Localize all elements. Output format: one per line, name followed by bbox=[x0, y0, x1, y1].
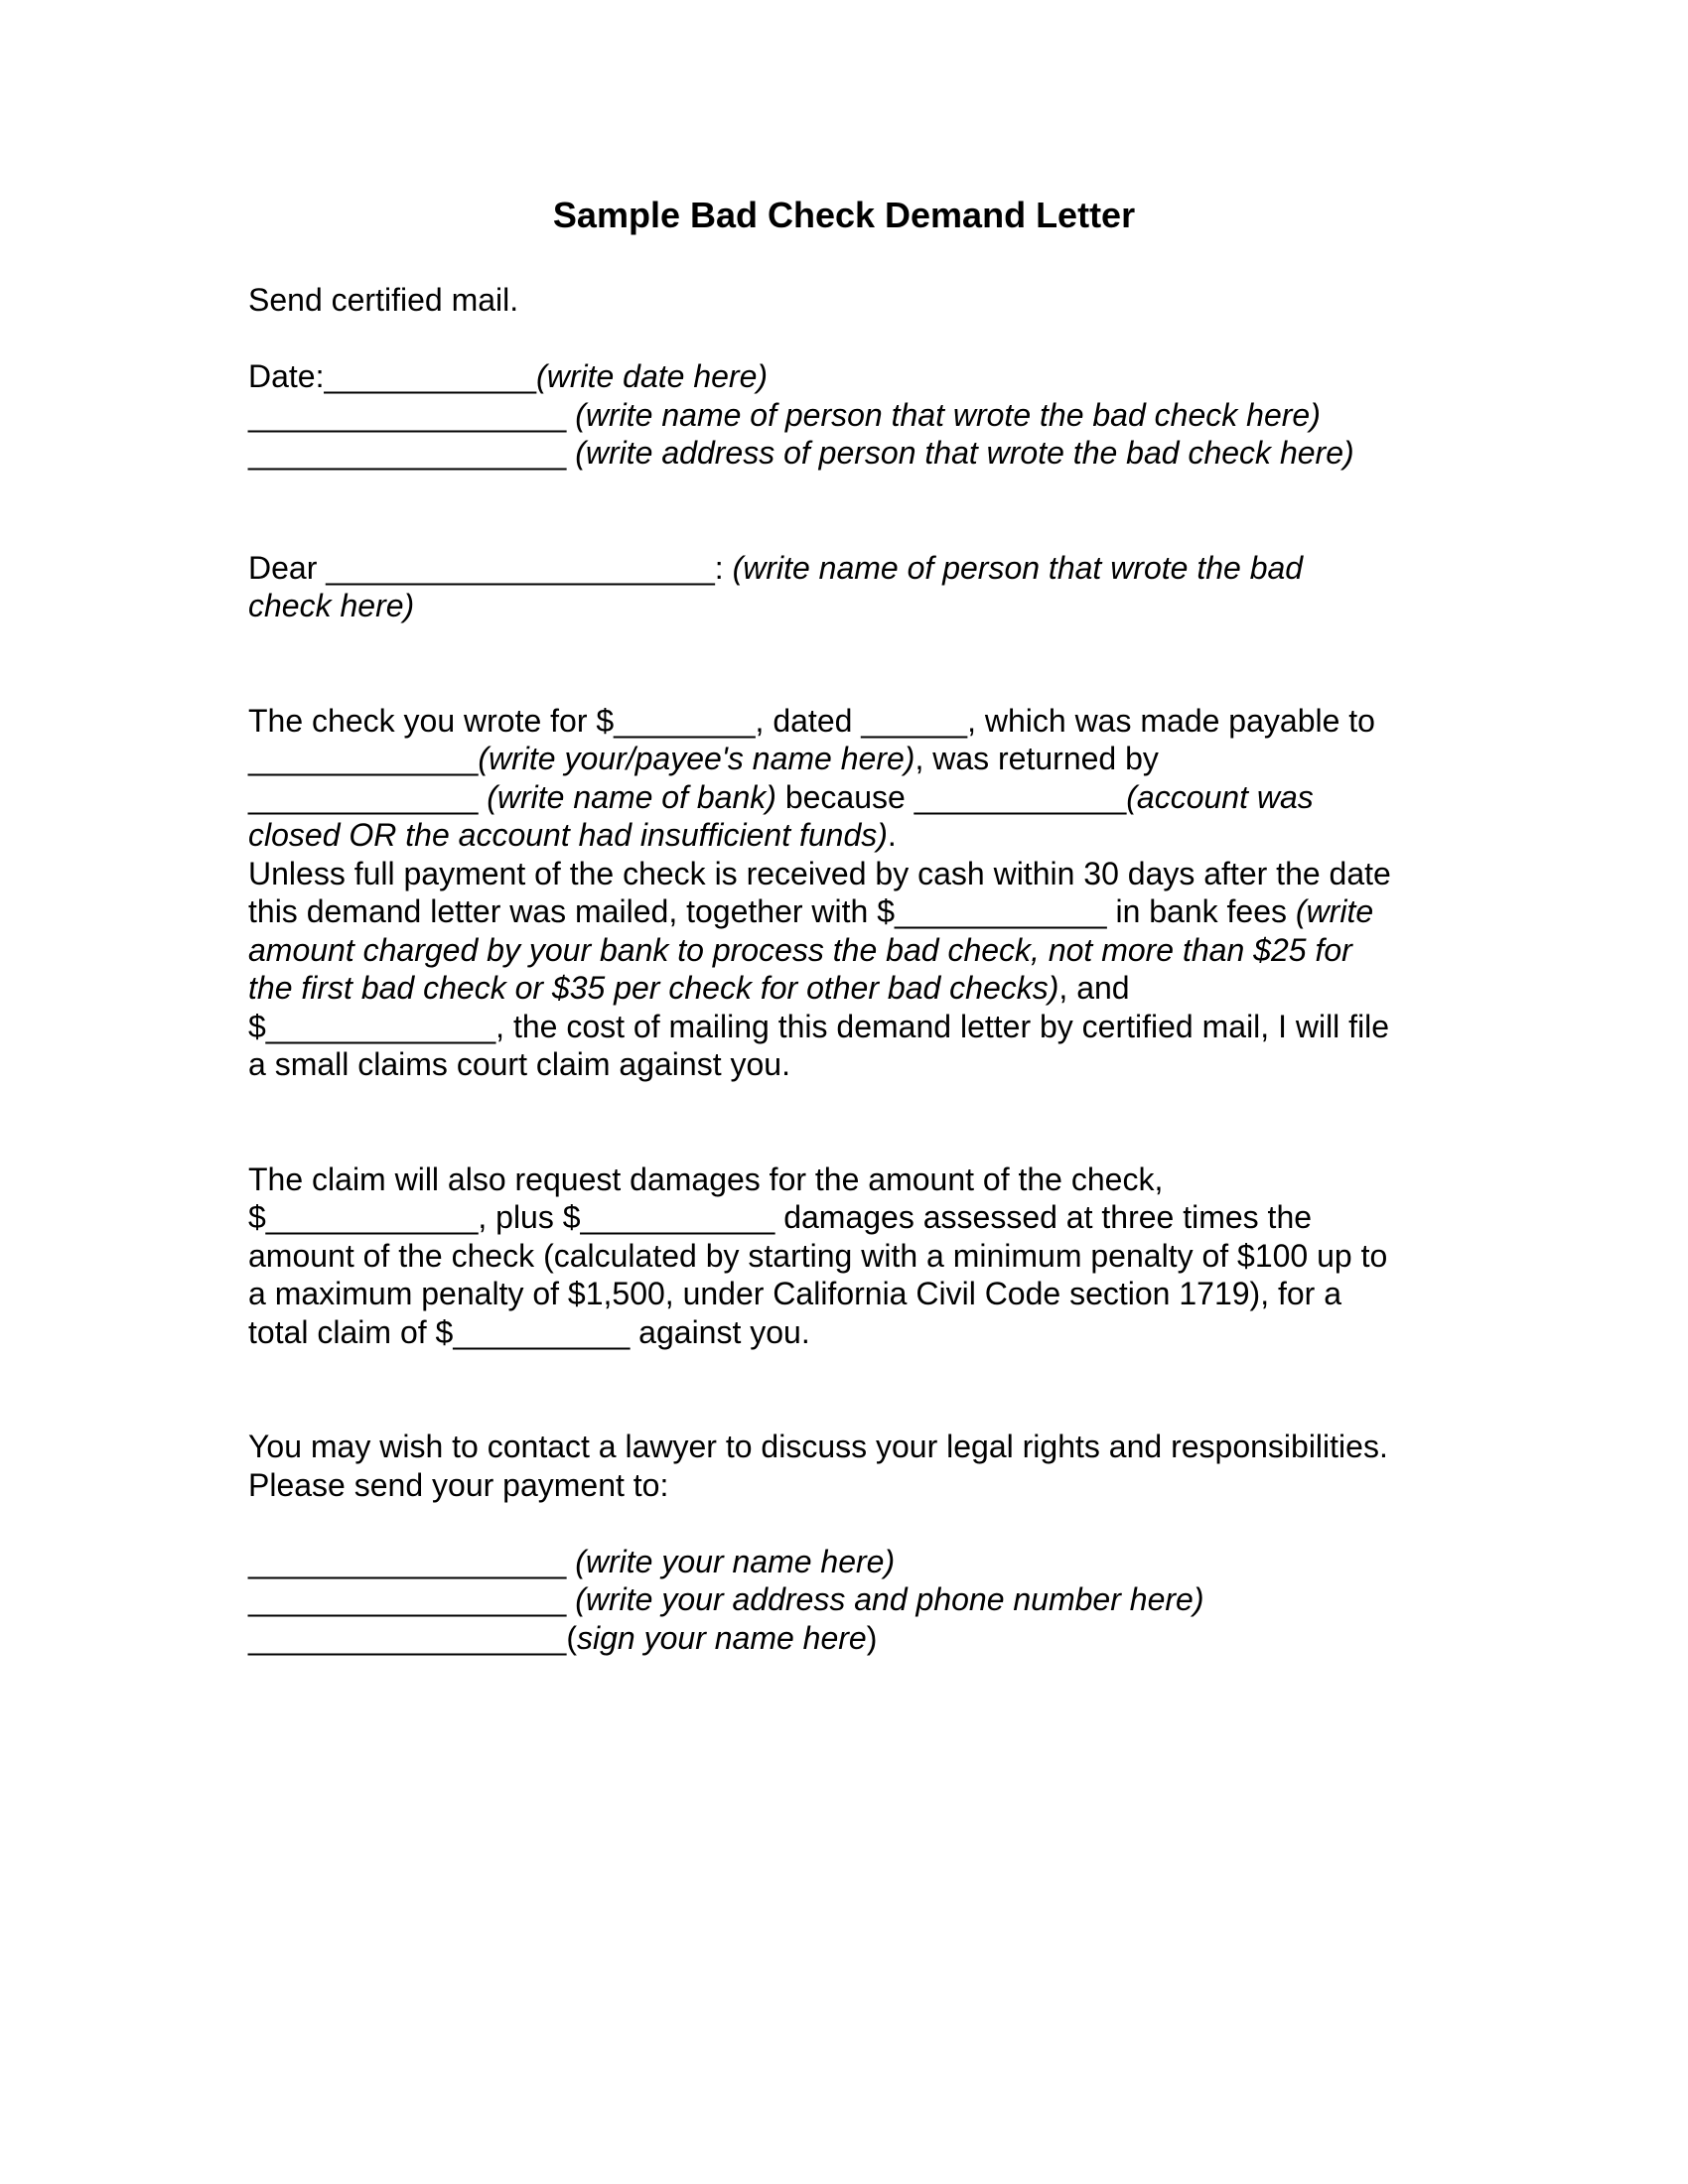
sender-name-line bbox=[248, 1543, 1470, 1581]
sender-address-line bbox=[248, 1580, 1470, 1619]
salutation-hint-1: (write name of person that wrote the bad bbox=[732, 549, 1304, 586]
p2-line-3: amount of the check (calculated by starting with a minimum penalty of $100 up to bbox=[248, 1237, 1388, 1274]
p1-line-3 bbox=[248, 778, 1470, 817]
date-label: Date:____________ bbox=[248, 358, 537, 394]
bank-fees-hint-mid: amount charged by your bank to process the bad check, not more than $25 for bbox=[248, 931, 1352, 968]
payee-hint: (write your/payee's name here) bbox=[478, 741, 915, 776]
p2-line-4: a maximum penalty of $1,500, under California Civil Code section 1719), for a bbox=[248, 1276, 1342, 1311]
period: . bbox=[887, 817, 897, 853]
recipient-name-line bbox=[248, 396, 1470, 435]
sender-name-hint: (write your name here) bbox=[575, 1543, 896, 1579]
recipient-address-blank: __________________ bbox=[248, 435, 576, 471]
p1-line-10: a small claims court claim against you. bbox=[248, 1046, 790, 1082]
salutation-line-2 bbox=[248, 587, 1470, 625]
recipient-address-line bbox=[248, 434, 1470, 473]
p1-line-9: $_____________, the cost of mailing this demand letter by certified mail, I will file bbox=[248, 1008, 1390, 1044]
bank-fees-hint-start: (write bbox=[1295, 893, 1374, 929]
recipient-address-hint: (write address of person that wrote the bad check here) bbox=[575, 435, 1354, 471]
date-line bbox=[248, 357, 1470, 396]
p3-line-2: Please send your payment to: bbox=[248, 1466, 669, 1503]
signature-blank: __________________ bbox=[248, 1619, 567, 1656]
salutation-hint-2: check here) bbox=[248, 588, 415, 623]
sender-name-blank: __________________ bbox=[248, 1543, 576, 1579]
reason-hint-start: (account was bbox=[1126, 778, 1314, 815]
sender-address-blank: __________________ bbox=[248, 1581, 576, 1617]
recipient-name-blank: __________________ bbox=[248, 396, 576, 433]
p2-line-2: $____________, plus $___________ damages assessed at three times the bbox=[248, 1199, 1313, 1235]
letter-body bbox=[248, 281, 1470, 1657]
signature-hint: sign your name here bbox=[577, 1619, 867, 1656]
bank-blank: _____________ bbox=[248, 778, 488, 815]
because-text: because ____________ bbox=[775, 778, 1127, 815]
instruction-line: Send certified mail. bbox=[248, 282, 519, 318]
signature-paren-close: ) bbox=[866, 1619, 878, 1656]
salutation-line-1 bbox=[248, 549, 1470, 588]
document-title: Sample Bad Check Demand Letter bbox=[552, 195, 1136, 235]
p3-line-1: You may wish to contact a lawyer to discuss your legal rights and responsibilities. bbox=[248, 1429, 1388, 1464]
p2-line-1: The claim will also request damages for the amount of the check, bbox=[248, 1160, 1164, 1197]
bank-hint: (write name of bank) bbox=[487, 778, 776, 815]
payee-blank: _____________ bbox=[248, 741, 479, 776]
signature-paren-open: ( bbox=[566, 1619, 577, 1656]
p1-line-7 bbox=[248, 931, 1470, 970]
p2-line-5: total claim of $__________ against you. bbox=[248, 1313, 810, 1350]
and-text: , and bbox=[1058, 970, 1130, 1006]
reason-hint-end: closed OR the account had insufficient funds) bbox=[248, 817, 888, 853]
p1-line-2 bbox=[248, 740, 1470, 778]
date-hint: (write date here) bbox=[536, 358, 769, 394]
p1-line-6 bbox=[248, 892, 1470, 931]
recipient-name-hint: (write name of person that wrote the bad check here) bbox=[575, 396, 1321, 433]
bank-fees-hint-end: the first bad check or $35 per check for other bad checks) bbox=[248, 970, 1059, 1006]
returned-by-text: , was returned by bbox=[914, 741, 1159, 776]
signature-line bbox=[248, 1619, 1470, 1658]
p1-line-4 bbox=[248, 816, 1470, 855]
sender-address-hint: (write your address and phone number here) bbox=[575, 1581, 1204, 1617]
p1-line-5: Unless full payment of the check is received by cash within 30 days after the date bbox=[248, 855, 1391, 891]
salutation-text: Dear ______________________: bbox=[248, 549, 733, 586]
p1-line-8 bbox=[248, 969, 1470, 1008]
bank-fees-text: this demand letter was mailed, together with $____________ in bank fees bbox=[248, 893, 1296, 929]
p1-line-1: The check you wrote for $________, dated ______, which was made payable to bbox=[248, 702, 1375, 739]
